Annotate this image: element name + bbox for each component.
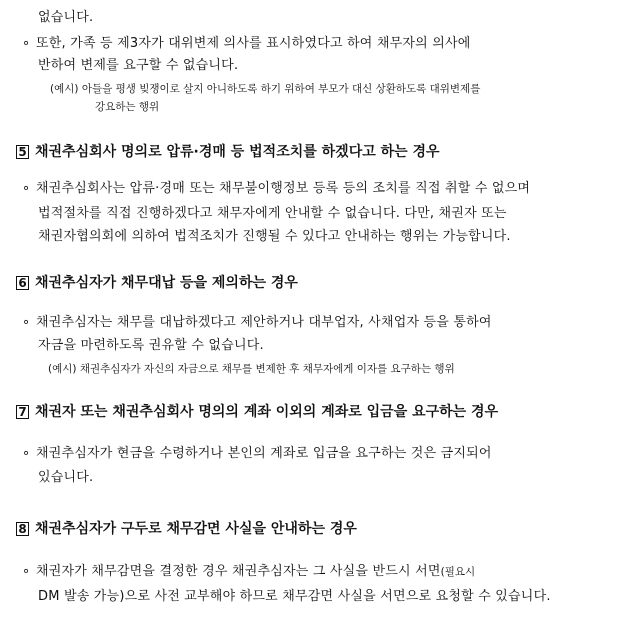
intro-line-1 <box>22 36 471 52</box>
intro-example-2: 강요하는 행위 <box>95 101 160 113</box>
section-5-heading <box>16 143 440 161</box>
section-5-title: 채권추심회사 명의로 압류·경매 등 법적조치를 하겠다고 하는 경우 <box>35 144 440 160</box>
section-7-title: 채권자 또는 채권추심회사 명의의 계좌 이외의 계좌로 입금을 요구하는 경우 <box>35 404 499 420</box>
section-6-heading <box>16 274 298 292</box>
section-8-number: 8 <box>16 522 29 536</box>
section-5-number: 5 <box>16 145 29 159</box>
section-6-line-1: 자금을 마련하도록 권유할 수 없습니다. <box>38 338 264 353</box>
intro-example-1: (예시) 아들을 평생 빚쟁이로 살지 아니하도록 하기 위하여 부모가 대신 상환하도록 대위변제를 <box>50 83 481 95</box>
bullet-icon: ∘ <box>22 315 31 330</box>
bullet-icon: ∘ <box>22 564 31 579</box>
intro-line-0: 없습니다. <box>38 10 94 25</box>
section-8-line-0 <box>22 564 475 580</box>
section-8-note: (필요시 <box>440 566 476 578</box>
bullet-icon: ∘ <box>22 446 31 461</box>
section-7-line-0 <box>22 446 492 462</box>
bullet-icon: ∘ <box>22 36 31 51</box>
section-7-number: 7 <box>16 405 29 419</box>
section-5-line-2: 채권자협의회에 의하여 법적조치가 진행될 수 있다고 안내하는 행위는 가능합니다. <box>38 229 511 244</box>
section-8-title: 채권추심자가 구두로 채무감면 사실을 안내하는 경우 <box>35 521 357 537</box>
section-5-text-0: 채권추심회사는 압류·경매 또는 채무불이행정보 등록 등의 조치를 직접 취할 수 없으며 <box>36 181 531 196</box>
section-6-example: (예시) 채권추심자가 자신의 자금으로 채무를 변제한 후 채무자에게 이자를 요구하는 행위 <box>48 363 455 375</box>
section-8-text-0: 채권자가 채무감면을 결정한 경우 채권추심자는 그 사실을 반드시 서면 <box>36 564 441 579</box>
section-5-line-0 <box>22 181 530 197</box>
section-7-line-1: 있습니다. <box>38 470 94 485</box>
bullet-icon: ∘ <box>22 181 31 196</box>
section-8-line-1: DM 발송 가능)으로 사전 교부해야 하므로 채무감면 사실을 서면으로 요청할 수 있습니다. <box>38 589 551 604</box>
section-6-title: 채권추심자가 채무대납 등을 제의하는 경우 <box>35 275 298 291</box>
intro-text-1: 또한, 가족 등 제3자가 대위변제 의사를 표시하였다고 하여 채무자의 의사에 <box>36 36 471 51</box>
section-6-number: 6 <box>16 276 29 290</box>
section-6-text-0: 채권추심자는 채무를 대납하겠다고 제안하거나 대부업자, 사채업자 등을 통하여 <box>36 315 492 330</box>
section-8-heading <box>16 520 357 538</box>
section-5-line-1: 법적절차를 직접 진행하겠다고 채무자에게 안내할 수 없습니다. 다만, 채권자 또는 <box>38 206 507 221</box>
section-6-line-0 <box>22 315 492 331</box>
intro-line-2: 반하여 변제를 요구할 수 없습니다. <box>38 58 239 73</box>
section-7-text-0: 채권추심자가 현금을 수령하거나 본인의 계좌로 입금을 요구하는 것은 금지되어 <box>36 446 492 461</box>
section-7-heading <box>16 403 498 421</box>
